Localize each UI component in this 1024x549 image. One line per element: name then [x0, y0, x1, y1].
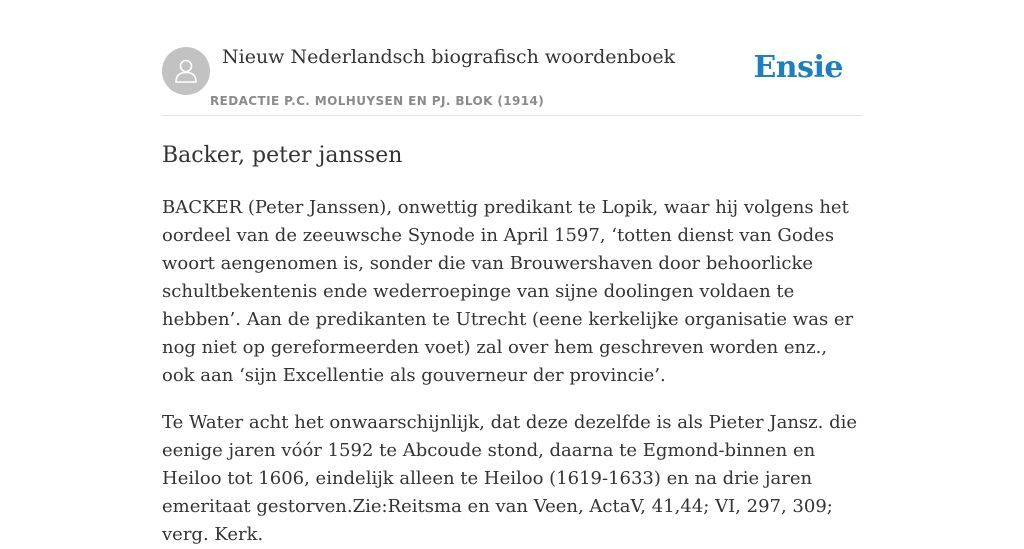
entry-title: Backer, peter janssen: [162, 143, 403, 168]
page-container: [162, 0, 862, 549]
avatar[interactable]: [162, 47, 210, 95]
source-header: [162, 0, 862, 116]
entry-paragraph: Te Water acht het onwaarschijnlijk, dat deze dezelfde is als Pieter Jansz. die eenige jaren vóór 1592 te Abcoude stond, daarna te Egmond-binnen en Heiloo tot 1606, eindelijk alleen te Heiloo (1619-1633) en na drie jaren emeritaat gestorven.Zie:Reitsma en van Veen, ActaV, 41,44; VI, 297, 309; verg. Kerk.: [162, 412, 858, 545]
source-title[interactable]: Nieuw Nederlandsch biografisch woordenboek: [222, 46, 676, 68]
entry-paragraph: BACKER (Peter Janssen), onwettig predikant te Lopik, waar hij volgens het oordeel van de zeeuwsche Synode in April 1597, ‘totten dienst van Godes woort aengenomen is, sonder die van Brouwershaven door behoorlicke schultbekentenis ende wederroepinge van sijne doolingen voldaen te hebben’. Aan de predikanten te Utrecht (eene kerkelijke organisatie was er nog niet op gereformeerden voet) zal over hem geschreven worden enz., ook aan ‘sijn Excellentie als gouverneur der provincie’.: [162, 197, 854, 386]
source-editors: REDACTIE P.C. MOLHUYSEN EN PJ. BLOK (1914): [210, 94, 545, 108]
entry-body: [162, 194, 862, 549]
ensie-logo[interactable]: Ensie: [753, 50, 843, 85]
user-silhouette-icon: [171, 56, 201, 86]
